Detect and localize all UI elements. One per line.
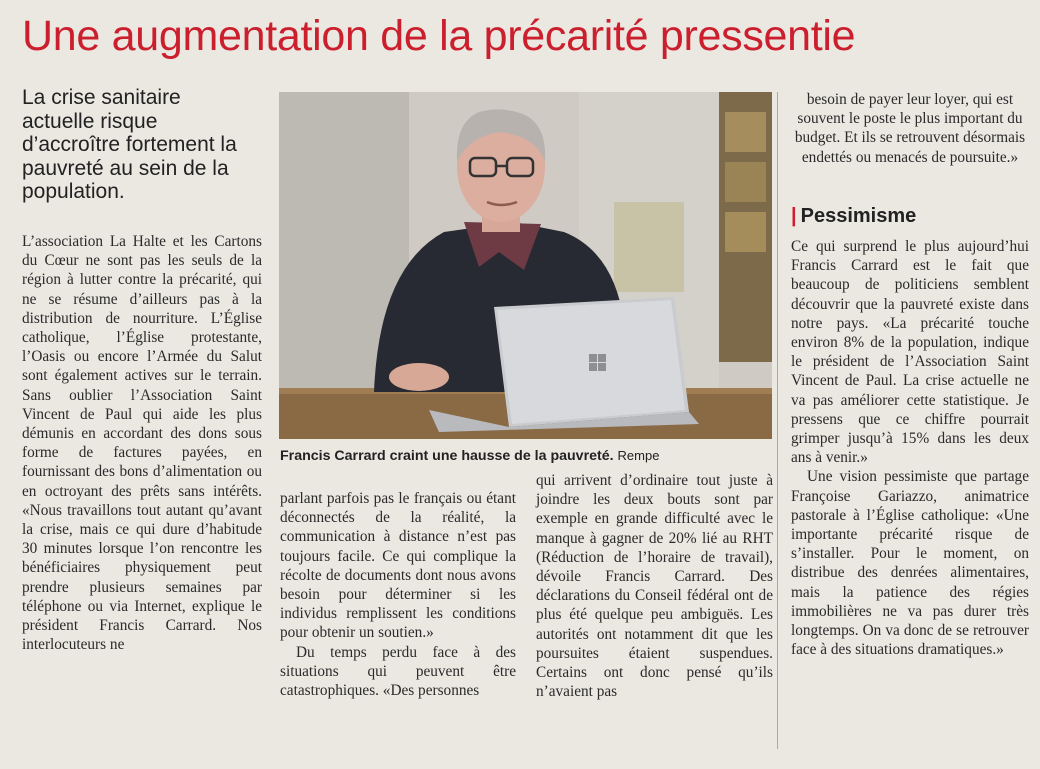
- column-divider: [777, 92, 778, 749]
- column-1-paragraph: L’association La Halte et les Cartons du Cœur ne sont pas les seuls de la région à lutter contre la précarité, qui ne se résume d’ailleurs pas à la distribution de nourriture. L’Église catholique, l’Église protestante, l’Oasis ou encore l’Armée du Salut sont également actives sur le terrain. Sans oublier l’Association Saint Vincent de Paul qui aide les plus démunis en accordant des dons sous forme de factures payées, en fournissant des bons d’alimentation ou en octroyant des prêts sans intérêts. «Nous travaillons tout autant qu’avant la crise, mais ce qui dure d’habitude 30 minutes lorsque l’on rencontre les bénéficiaires physiquement peut prendre plusieurs semaines par téléphone ou via Internet, explique le président Francis Carrard. Nos interlocuteurs ne: [22, 233, 262, 654]
- article-photo: [279, 92, 772, 439]
- article-column-4: [791, 237, 1029, 659]
- photo-credit: Rempe: [617, 448, 660, 463]
- column-2-paragraph-1: parlant parfois pas le français ou étant déconnectés de la réalité, la communication à distance n’est pas toujours facile. Ce qui complique la récolte de documents dont nous avons besoin pour déterminer si les individus remplissent les conditions pour obtenir un soutien.»: [280, 490, 516, 642]
- caption-text: Francis Carrard craint une hausse de la pauvreté.: [280, 448, 614, 464]
- article-column-4-top: [791, 90, 1029, 167]
- column-2-paragraph-2: Du temps perdu face à des situations qui peuvent être catastrophiques. «Des personnes: [280, 643, 516, 700]
- subheading-text: Pessimisme: [800, 205, 917, 227]
- article-lead: La crise sanitaire actuelle risque d’accroître fortement la pauvreté au sein de la population.: [22, 86, 237, 203]
- article-headline: Une augmentation de la précarité pressentie: [22, 12, 856, 60]
- portrait-illustration: [279, 92, 772, 439]
- subheading-marker: |: [791, 205, 797, 227]
- subheading-pessimisme: [791, 204, 1029, 228]
- article-column-2: [280, 489, 516, 700]
- column-4-top-paragraph: besoin de payer leur loyer, qui est souvent le poste le plus important du budget. Et ils se retrouvent désormais endettés ou menacés de poursuite.»: [794, 91, 1026, 166]
- column-4-paragraph-1: Ce qui surprend le plus aujourd’hui Francis Carrard est le fait que beaucoup de politiciens semblent découvrir que la pauvreté existe dans notre pays. «La précarité touche environ 8% de la population, indique le président de l’Association Saint Vincent de Paul. La crise actuelle ne va pas améliorer cette statistique. Je pressens que ce chiffre pourrait grimper jusqu’à 15% dans les deux ans à venir.»: [791, 238, 1029, 467]
- article-column-3: [536, 471, 773, 701]
- photo-caption: [280, 446, 772, 466]
- article-column-1: [22, 232, 262, 654]
- column-3-paragraph: qui arrivent d’ordinaire tout juste à joindre les deux bouts sont par exemple en grande difficulté avec le manque à gagner de 20% lié au RHT (Réduction de l’horaire de travail), dévoile Francis Carrard. Des déclarations du Conseil fédéral ont de plus été quelque peu ambiguës. Les autorités ont notamment dit que les poursuites étaient suspendues. Certains ont donc pensé qu’ils n’avaient pas: [536, 472, 773, 701]
- column-4-paragraph-2: Une vision pessimiste que partage Françoise Gariazzo, animatrice pastorale à l’Église catholique: «Une importante précarité risque de s’installer. Pour le moment, on distribue des denrées alimentaires, mais la patience des régies immobilières ne va pas durer très longtemps. On va donc de se retrouver face à des situations dramatiques.»: [791, 468, 1029, 659]
